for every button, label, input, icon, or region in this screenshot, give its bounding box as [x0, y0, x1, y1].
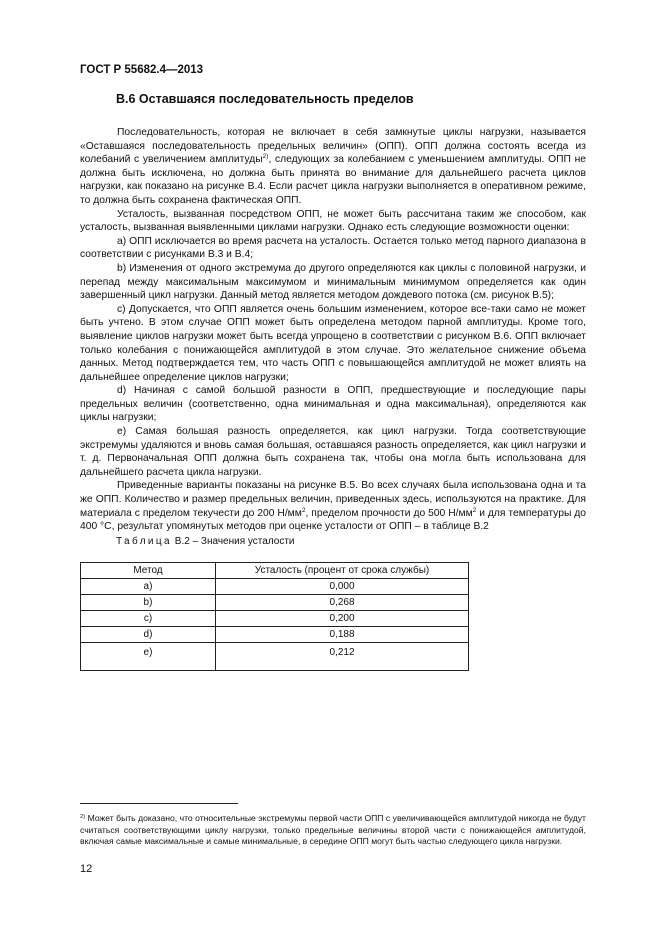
paragraph-variants: Приведенные варианты показаны на рисунке B.5. Во всех случаях была использована одна и та же ОПП. Количество и размер предельных величин, приведенных здесь, используются на практике. Для материала с пределом текучести до 200 $Н/мм^2$, пределом прочности до 500 $Н/мм^2$ и для температуры до 400 °С, результат упомянутых методов при оценке усталости от ОПП – в таблице B.2 — [80, 480, 587, 533]
page-number: 12 — [80, 863, 93, 875]
table-cell-value: 0,200 — [216, 611, 469, 627]
table-cell-value: 0,000 — [216, 579, 469, 595]
table-row — [81, 643, 469, 671]
paragraph-option-b: b) Изменения от одного экстремума до другого определяются как циклы с половиной нагрузки, и перепад между максимальным максимумом и минимальным минимумом определяется как один завершенный цикл нагрузки. Данный метод является методом дождевого потока (см. рисунок B.5); — [80, 262, 586, 302]
paragraph-option-d: d) Начиная с самой большой разности в ОПП, предшествующие и последующие пары предельных величин (соответственно, одна минимальная и одна максимальная), определяются как циклы нагрузки; — [80, 385, 586, 424]
footnote-reference[interactable]: 2) — [262, 153, 269, 161]
table-header-row — [81, 563, 469, 579]
table-cell-value: 0,212 — [216, 643, 469, 671]
footnote-divider — [80, 803, 238, 804]
table-row — [81, 627, 469, 643]
footnote-mark: 2) — [80, 814, 86, 820]
paragraph-intro: Последовательность, которая не включает в себя замкнутые циклы нагрузки, называется «Оставшаяся последовательность предельных величин» (ОПП). ОПП должна состоять всегда из колебаний с увеличением амплитуды$^{2)}$, следующих за колебанием с уменьшением амплитуды. ОПП не должна быть исключена, но должна быть принята во внимание для дальнейшего расчета циклов нагрузки, как показано на рисунке B.4. Если расчет цикла нагрузки выполняется в оперативном режиме, то должна быть сохранена фактическая ОПП. — [80, 127, 586, 206]
table-row — [81, 595, 469, 611]
fatigue-table — [80, 562, 469, 671]
table-cell-method: a) — [81, 579, 216, 595]
section-heading: B.6 Оставшаяся последовательность пределов — [116, 92, 414, 106]
paragraph-option-e: е) Самая большая разность определяется, как цикл нагрузки. Тогда соответствующие экстремумы удаляются и вновь самая большая, оставшаяся разность определяется, как цикл нагрузки и т. д. Первоначальная ОПП должна быть сохранена так, чтобы она могла быть использована для дальнейшего расчета цикла нагрузки. — [80, 426, 586, 478]
body-text — [80, 126, 586, 534]
document-header: ГОСТ Р 55682.4—2013 — [80, 64, 204, 76]
paragraph-option-c: с) Допускается, что ОПП является очень большим изменением, которое все-таки само не может быть учтено. В этом случае ОПП может быть определена методом парной амплитуды. Кроме того, выявление циклов нагрузки может быть всегда упрощено в соответствии с рисунком B.6. ОПП включает только колебания с понижающейся амплитудой в этом случае. Это желательное снижение объема данных. Метод подтверждается тем, что часть ОПП с повышающейся амплитудой не может влиять на дальнейшее определение циклов нагрузки; — [80, 303, 586, 383]
footnote — [80, 813, 586, 848]
table-cell-method: e) — [81, 643, 216, 671]
table-cell-value: 0,188 — [216, 627, 469, 643]
table-cell-method: b) — [81, 595, 216, 611]
table-row — [81, 579, 469, 595]
table-cell-method: d) — [81, 627, 216, 643]
table-row — [81, 611, 469, 627]
table-cell-value: 0,268 — [216, 595, 469, 611]
column-header-method: Метод — [81, 563, 216, 579]
table-cell-method: c) — [81, 611, 216, 627]
column-header-fatigue: Усталость (процент от срока службы) — [216, 563, 469, 579]
paragraph-option-a: а) ОПП исключается во время расчета на усталость. Остается только метод парного диапазона в соответствии с рисунками B.3 и B.4; — [80, 235, 586, 261]
footnote-text: Может быть доказано, что относительные экстремумы первой части ОПП с увеличивающейся амплитудой никогда не будут считаться соответствующими циклу нагрузки, только предельные величины второй части с понижающейся амплитудой, включая самые максимальные и самые минимальные, в середине ОПП могут быть частью следующего цикла нагрузки. — [80, 813, 586, 847]
paragraph-fatigue: Усталость, вызванная посредством ОПП, не может быть рассчитана таким же способом, как усталость, вызванная выявленными циклами нагрузки. Однако есть следующие возможности оценки: — [80, 208, 586, 234]
table-caption: Таблица B.2 – Значения усталости — [116, 536, 295, 547]
